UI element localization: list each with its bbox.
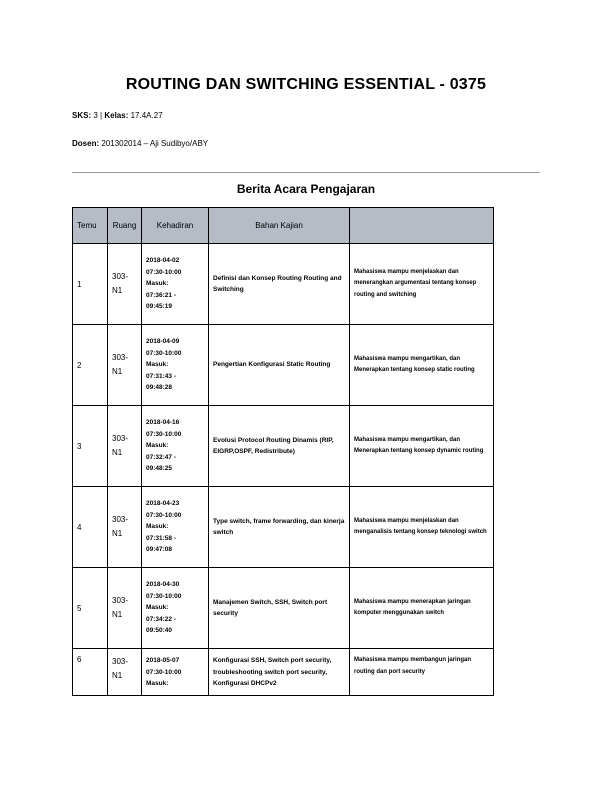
page-title: ROUTING DAN SWITCHING ESSENTIAL - 0375	[125, 76, 487, 93]
cell-ruang: 303-N1	[108, 568, 142, 649]
cell-kehadiran	[142, 406, 209, 487]
cell-bahan-kajian: Konfigurasi SSH, Switch port security, troubleshooting switch port security, Konfigurasi DHCPv2	[209, 649, 350, 696]
kehadiran-date: 2018-04-16	[146, 419, 180, 427]
dosen-value: 201302014 – Aji Sudibyo/ABY	[101, 139, 209, 148]
cell-hasil: Mahasiswa mampu menjelaskan dan menganalisis tentang konsep teknologi switch	[350, 487, 494, 568]
course-info	[72, 111, 163, 120]
kehadiran-masuk-label: Masuk:	[146, 442, 169, 450]
header-temu: Temu	[73, 208, 108, 244]
cell-ruang: 303-N1	[108, 244, 142, 325]
kehadiran-schedule: 07:30-10:00	[146, 511, 182, 519]
cell-bahan-kajian: Evolusi Protocol Routing Dinamis (RIP, EIGRP,OSPF, Redistribute)	[209, 406, 350, 487]
kehadiran-date: 2018-04-02	[146, 257, 180, 265]
cell-bahan-kajian: Manajemen Switch, SSH, Switch port security	[209, 568, 350, 649]
kehadiran-masuk-label: Masuk:	[146, 680, 169, 687]
cell-temu: 1	[73, 244, 108, 325]
header-hasil	[350, 208, 494, 244]
cell-ruang: 303-N1	[108, 406, 142, 487]
cell-hasil: Mahasiswa mampu menerapkan jaringan komputer menggunakan switch	[350, 568, 494, 649]
kehadiran-end: 09:48:28	[146, 384, 173, 392]
kehadiran-masuk-label: Masuk:	[146, 523, 169, 531]
cell-ruang: 303-N1	[108, 325, 142, 406]
kehadiran-schedule: 07:30-10:00	[146, 430, 182, 438]
cell-bahan-kajian: Pengertian Konfigurasi Static Routing	[209, 325, 350, 406]
kehadiran-start: 07:31:58 -	[146, 534, 176, 542]
cell-temu: 5	[73, 568, 108, 649]
cell-bahan-kajian: Definisi dan Konsep Routing Routing and Switching	[209, 244, 350, 325]
sks-value: 3	[93, 111, 98, 120]
info-separator: |	[100, 111, 103, 120]
table-row	[73, 244, 494, 325]
kehadiran-start: 07:32:47 -	[146, 453, 176, 461]
cell-temu: 3	[73, 406, 108, 487]
kehadiran-date: 2018-04-09	[146, 338, 180, 346]
kelas-value: 17.4A.27	[130, 111, 163, 120]
cell-hasil: Mahasiswa mampu mengartikan, dan Menerapkan tentang konsep dynamic routing	[350, 406, 494, 487]
cell-ruang: 303-N1	[108, 649, 142, 696]
cell-hasil: Mahasiswa mampu membangun jaringan routing dan port security	[350, 649, 494, 696]
cell-kehadiran	[142, 325, 209, 406]
cell-temu: 2	[73, 325, 108, 406]
horizontal-divider	[72, 172, 540, 173]
kehadiran-end: 09:48:25	[146, 465, 173, 473]
header-ruang: Ruang	[108, 208, 142, 244]
table-row	[73, 406, 494, 487]
lecturer-info	[72, 139, 208, 148]
cell-temu: 6	[73, 649, 108, 696]
table-row	[73, 568, 494, 649]
header-kehadiran: Kehadiran	[142, 208, 209, 244]
kehadiran-schedule: 07:30-10:00	[146, 349, 182, 357]
kelas-label: Kelas:	[104, 111, 129, 120]
table-row	[73, 325, 494, 406]
cell-temu: 4	[73, 487, 108, 568]
cell-ruang: 303-N1	[108, 487, 142, 568]
kehadiran-masuk-label: Masuk:	[146, 361, 169, 369]
kehadiran-end: 09:47:08	[146, 546, 173, 554]
kehadiran-date: 2018-04-30	[146, 581, 180, 589]
kehadiran-start: 07:31:43 -	[146, 372, 176, 380]
kehadiran-end: 09:50:40	[146, 627, 173, 635]
dosen-label: Dosen:	[72, 139, 100, 148]
cell-bahan-kajian: Type switch, frame forwarding, dan kinerja switch	[209, 487, 350, 568]
cell-kehadiran	[142, 487, 209, 568]
cell-hasil: Mahasiswa mampu menjelaskan dan menerangkan argumentasi tentang konsep routing and switching	[350, 244, 494, 325]
section-title: Berita Acara Pengajaran	[236, 182, 376, 196]
kehadiran-schedule: 07:30-10:00	[146, 268, 182, 276]
kehadiran-masuk-label: Masuk:	[146, 604, 169, 612]
teaching-record-table	[72, 207, 494, 696]
table-header-row	[73, 208, 494, 244]
kehadiran-masuk-label: Masuk:	[146, 280, 169, 288]
sks-label: SKS:	[72, 111, 92, 120]
kehadiran-start: 07:34:22 -	[146, 615, 176, 623]
cell-kehadiran	[142, 649, 209, 696]
kehadiran-schedule: 07:30-10:00	[146, 592, 182, 600]
kehadiran-date: 2018-04-23	[146, 500, 180, 508]
cell-hasil: Mahasiswa mampu mengartikan, dan Menerapkan tentang konsep static routing	[350, 325, 494, 406]
table-row	[73, 487, 494, 568]
cell-kehadiran	[142, 568, 209, 649]
kehadiran-end: 09:45:19	[146, 303, 173, 311]
kehadiran-date: 2018-05-07	[146, 657, 180, 664]
header-bahan-kajian: Bahan Kajian	[209, 208, 350, 244]
kehadiran-schedule: 07:30-10:00	[146, 668, 182, 676]
kehadiran-start: 07:36:21 -	[146, 291, 176, 299]
cell-kehadiran	[142, 244, 209, 325]
table-row	[73, 649, 494, 696]
